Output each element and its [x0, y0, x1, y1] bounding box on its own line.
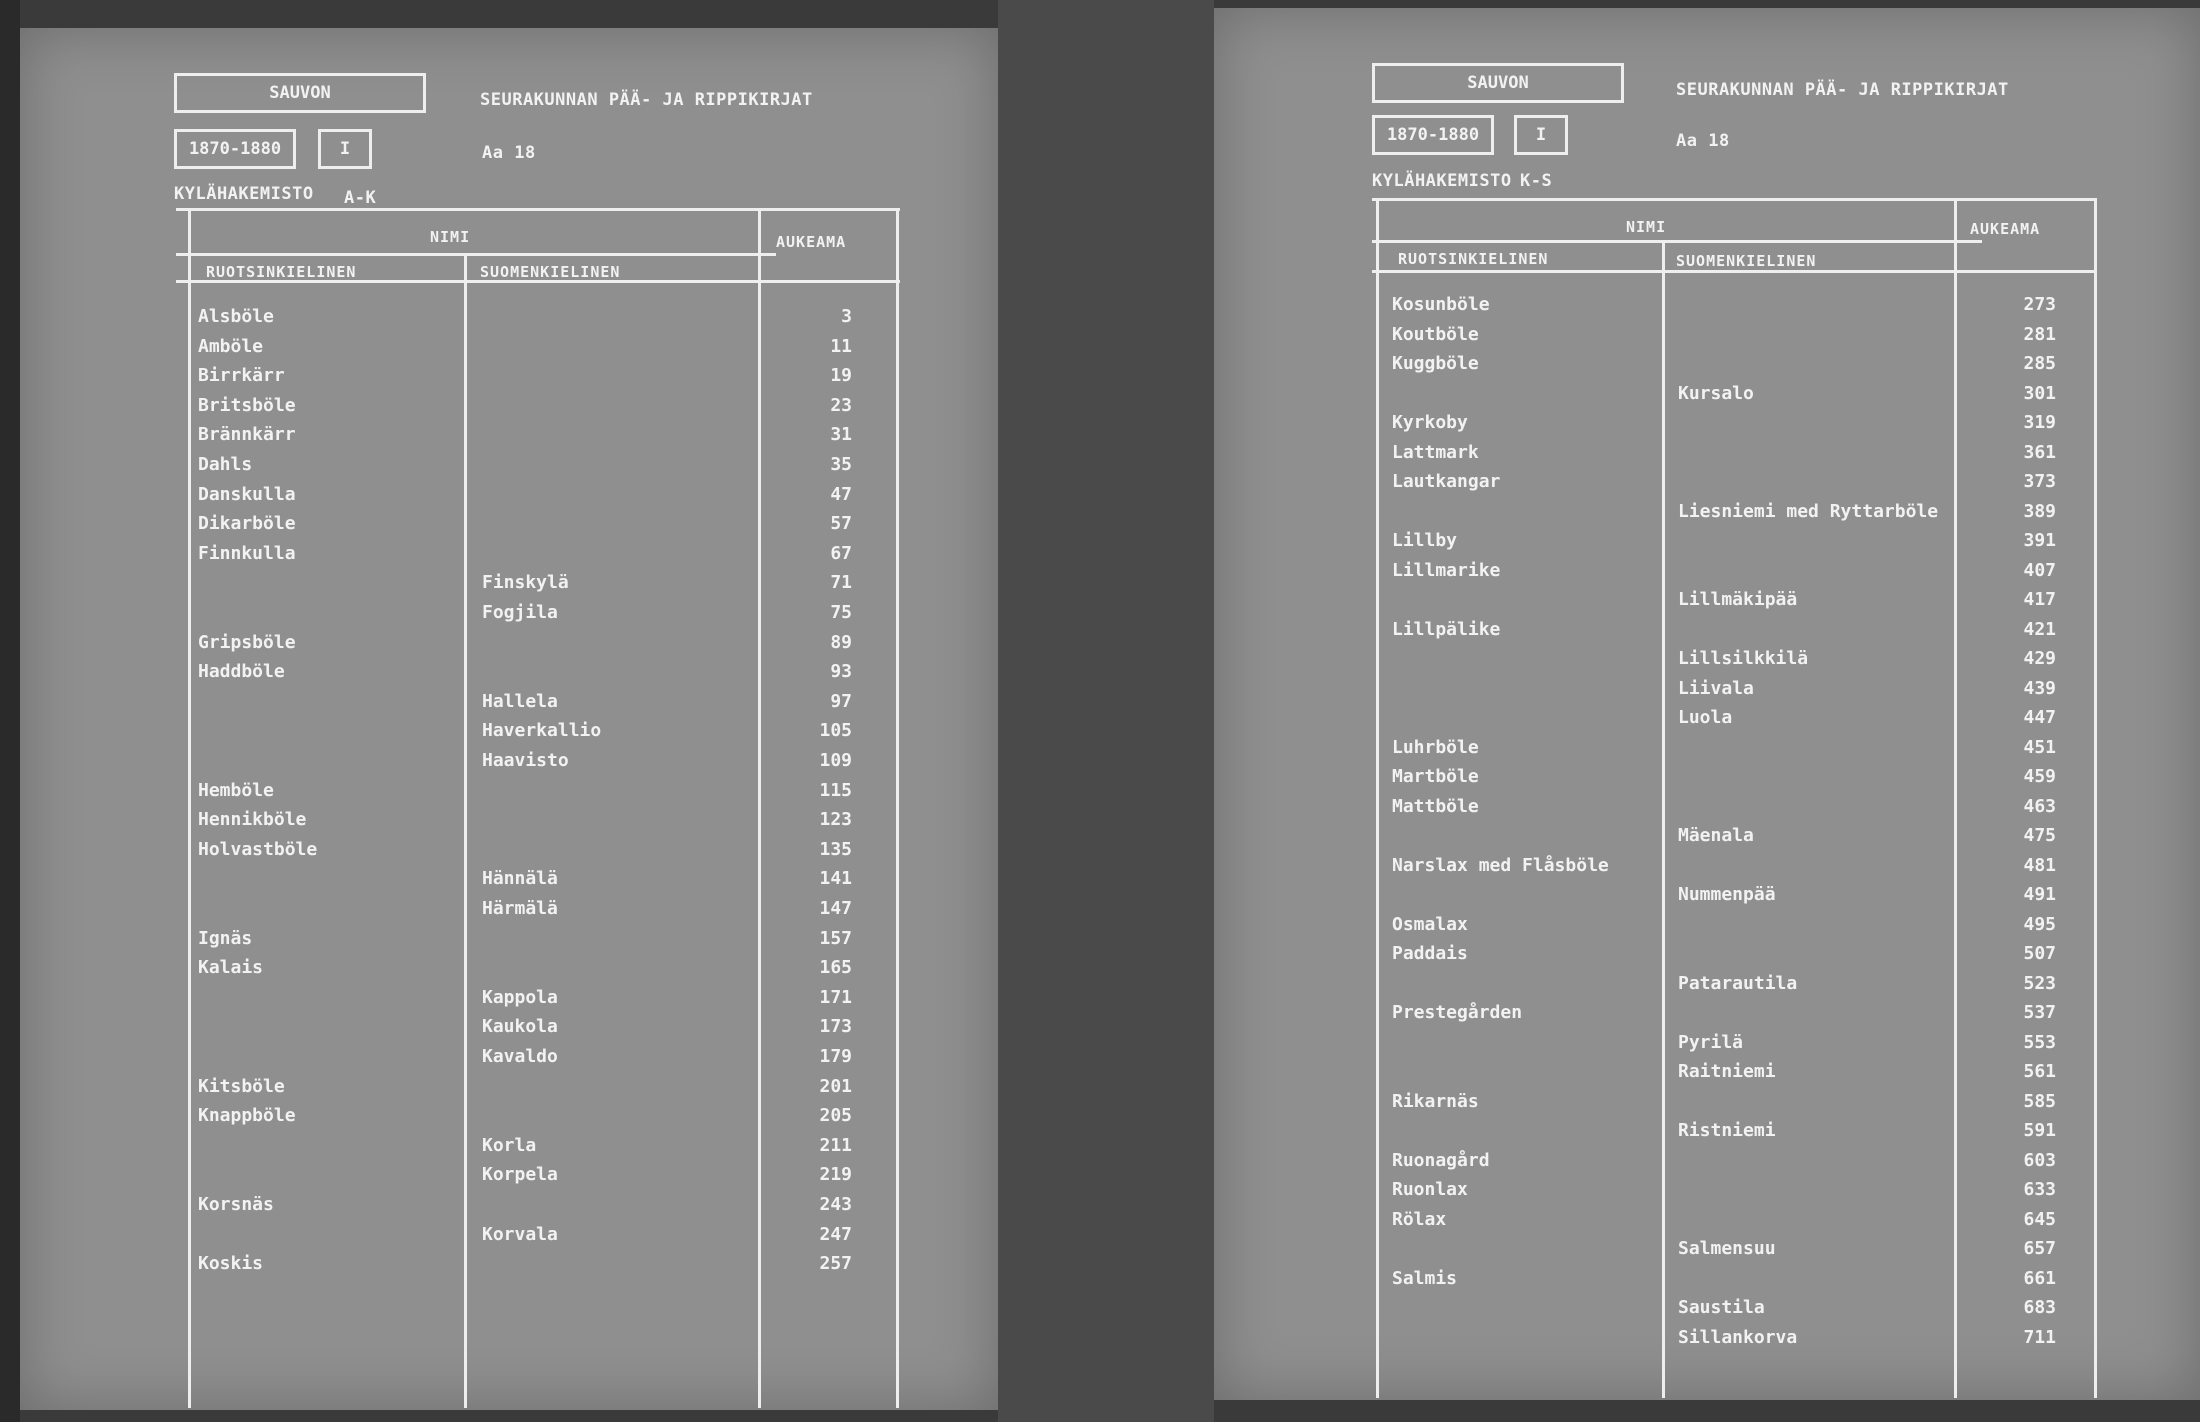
page-number: 373	[2023, 471, 2056, 492]
swedish-name: Hemböle	[198, 779, 274, 801]
page-number: 463	[2023, 795, 2056, 817]
page-number: 147	[819, 898, 852, 919]
table-row	[20, 691, 920, 715]
page-number: 561	[2023, 1061, 2056, 1082]
table-row	[1214, 1238, 2114, 1262]
table-row	[1214, 1091, 2114, 1115]
page-number: 31	[830, 424, 852, 446]
swedish-name: Kuggböle	[1392, 353, 1479, 374]
table-row	[1214, 324, 2114, 348]
page-number: 537	[2023, 1002, 2056, 1023]
table-row	[20, 1135, 920, 1159]
swedish-name: Kosunböle	[1392, 294, 1490, 315]
table-row	[20, 1253, 920, 1277]
page-number: 301	[2023, 382, 2056, 404]
years-box	[1372, 115, 1494, 155]
finnish-name: Ristniemi	[1678, 1120, 1776, 1141]
table-row	[1214, 1061, 2114, 1085]
finnish-name: Salmensuu	[1678, 1238, 1776, 1259]
table-row	[1214, 501, 2114, 525]
page-number: 23	[830, 394, 852, 416]
finnish-name: Raitniemi	[1678, 1061, 1776, 1082]
header-nimi: NIMI	[430, 228, 471, 246]
table-top-border	[1372, 198, 2096, 201]
swedish-name: Haddböle	[198, 661, 285, 683]
page-number: 75	[830, 602, 852, 623]
page-number: 495	[2023, 913, 2056, 935]
table-row	[20, 661, 920, 685]
page-number: 451	[2023, 736, 2056, 758]
page-number: 211	[819, 1134, 852, 1156]
table-row	[20, 543, 920, 567]
finnish-name: Haavisto	[482, 750, 569, 771]
swedish-name: Salmis	[1392, 1267, 1458, 1289]
page-number: 179	[819, 1046, 852, 1067]
swedish-name: Osmalax	[1392, 913, 1468, 935]
page-number: 243	[819, 1194, 852, 1215]
page-number: 507	[2023, 943, 2056, 964]
table-row	[20, 868, 920, 892]
swedish-name: Koskis	[198, 1253, 264, 1275]
page-number: 421	[2023, 618, 2056, 640]
finnish-name: Liesniemi med Ryttarböle	[1678, 500, 1939, 522]
swedish-name: Ignäs	[198, 927, 253, 949]
swedish-name: Mattböle	[1392, 795, 1479, 817]
table-row	[1214, 943, 2114, 967]
index-range: K-S	[1520, 171, 1553, 191]
table-row	[20, 306, 920, 330]
page-number: 711	[2023, 1326, 2056, 1348]
swedish-name: Brännkärr	[198, 424, 296, 446]
swedish-name: Prestegården	[1392, 1002, 1523, 1023]
page-number: 319	[2023, 412, 2056, 433]
table-row	[20, 336, 920, 360]
swedish-name: Kyrkoby	[1392, 412, 1468, 433]
table-row	[20, 513, 920, 537]
table-row	[20, 365, 920, 389]
table-row	[20, 928, 920, 952]
page-number: 105	[819, 720, 852, 742]
table-row	[20, 720, 920, 744]
header-finnish: SUOMENKIELINEN	[1676, 252, 1817, 270]
page-number: 219	[819, 1164, 852, 1186]
table-row	[1214, 1002, 2114, 1026]
page-number: 491	[2023, 884, 2056, 905]
swedish-name: Finnkulla	[198, 542, 296, 564]
table-row	[20, 1046, 920, 1070]
page-number: 11	[830, 335, 852, 357]
page-number: 67	[830, 542, 852, 564]
swedish-name: Luhrböle	[1392, 736, 1479, 758]
table-row	[20, 602, 920, 626]
index-label: KYLÄHAKEMISTO	[1372, 171, 1512, 191]
finnish-name: Hallela	[482, 690, 558, 712]
table-row	[1214, 412, 2114, 436]
table-row	[1214, 442, 2114, 466]
header-page: AUKEAMA	[1970, 220, 2041, 238]
table-row	[1214, 294, 2114, 318]
table-row	[1214, 796, 2114, 820]
header-swedish: RUOTSINKIELINEN	[206, 263, 357, 281]
page-number: 93	[830, 661, 852, 683]
page-number: 141	[819, 868, 852, 890]
table-row	[1214, 1179, 2114, 1203]
swedish-name: Lillmarike	[1392, 559, 1501, 581]
table-row	[20, 632, 920, 656]
table-row	[20, 1224, 920, 1248]
swedish-name: Lillpälike	[1392, 618, 1501, 640]
table-row	[1214, 530, 2114, 554]
finnish-name: Nummenpää	[1678, 884, 1776, 905]
swedish-name: Amböle	[198, 335, 264, 357]
page-number: 47	[830, 483, 852, 505]
table-row	[1214, 1150, 2114, 1174]
nimi-underline	[176, 253, 776, 256]
finnish-name: Patarautila	[1678, 972, 1798, 994]
page-number: 247	[819, 1223, 852, 1245]
finnish-name: Kappola	[482, 986, 558, 1008]
table-row	[20, 395, 920, 419]
page-number: 361	[2023, 441, 2056, 463]
table-row	[1214, 648, 2114, 672]
volume: I	[339, 139, 351, 159]
left-margin	[0, 0, 20, 1422]
table-row	[1214, 1120, 2114, 1144]
page-number: 553	[2023, 1031, 2056, 1053]
index-range: A-K	[344, 188, 377, 208]
table-row	[20, 1194, 920, 1218]
table-row	[1214, 884, 2114, 908]
page-number: 123	[819, 809, 852, 831]
finnish-name: Kursalo	[1678, 382, 1754, 404]
table-row	[1214, 619, 2114, 643]
header-page: AUKEAMA	[776, 233, 847, 251]
table-row	[1214, 1327, 2114, 1351]
table-row	[1214, 737, 2114, 761]
swedish-name: Dikarböle	[198, 513, 296, 535]
table-row	[1214, 1209, 2114, 1233]
signum: Aa 18	[1676, 131, 1730, 151]
page-number: 97	[830, 690, 852, 712]
table-row	[20, 957, 920, 981]
table-row	[1214, 825, 2114, 849]
finnish-name: Kavaldo	[482, 1046, 558, 1067]
page-number: 257	[819, 1253, 852, 1275]
swedish-name: Dahls	[198, 454, 253, 475]
swedish-name: Gripsböle	[198, 631, 296, 653]
left-sheet	[20, 28, 998, 1410]
swedish-name: Lattmark	[1392, 441, 1479, 463]
years: 1870-1880	[1386, 125, 1480, 145]
table-row	[1214, 914, 2114, 938]
page-number: 481	[2023, 854, 2056, 876]
page-number: 475	[2023, 825, 2056, 846]
right-sheet	[1214, 8, 2200, 1400]
page-number: 603	[2023, 1149, 2056, 1171]
page-number: 171	[819, 986, 852, 1008]
header-bottom-border	[1372, 270, 2096, 273]
page-number: 273	[2023, 294, 2056, 315]
page-number: 57	[830, 513, 852, 535]
table-row	[20, 424, 920, 448]
page-number: 585	[2023, 1090, 2056, 1112]
page-number: 591	[2023, 1120, 2056, 1141]
signum: Aa 18	[482, 143, 536, 163]
center-gutter	[998, 0, 1214, 1422]
table-row	[1214, 353, 2114, 377]
page-number: 285	[2023, 353, 2056, 374]
swedish-name: Koutböle	[1392, 323, 1479, 345]
page-number: 157	[819, 927, 852, 949]
finnish-name: Korvala	[482, 1223, 558, 1245]
parish-name: SAUVON	[269, 83, 331, 103]
page-number: 661	[2023, 1267, 2056, 1289]
page-number: 89	[830, 631, 852, 653]
swedish-name: Rikarnäs	[1392, 1090, 1479, 1112]
table-row	[20, 750, 920, 774]
table-row	[1214, 678, 2114, 702]
swedish-name: Rölax	[1392, 1208, 1447, 1230]
nimi-underline	[1372, 240, 1982, 243]
volume-box	[1514, 115, 1568, 155]
page-number: 391	[2023, 530, 2056, 551]
page-number: 115	[819, 779, 852, 801]
page-number: 19	[830, 365, 852, 387]
page-number: 523	[2023, 972, 2056, 994]
swedish-name: Alsböle	[198, 306, 274, 327]
swedish-name: Holvastböle	[198, 838, 318, 860]
table-row	[1214, 707, 2114, 731]
page-number: 201	[819, 1075, 852, 1097]
page-number: 135	[819, 838, 852, 860]
finnish-name: Finskylä	[482, 572, 569, 594]
table-row	[1214, 589, 2114, 613]
page-number: 173	[819, 1016, 852, 1038]
page-number: 683	[2023, 1297, 2056, 1318]
swedish-name: Korsnäs	[198, 1194, 274, 1215]
page-number: 109	[819, 750, 852, 771]
finnish-name: Härmälä	[482, 898, 558, 919]
finnish-name: Lillsilkkilä	[1678, 648, 1809, 669]
table-row	[1214, 973, 2114, 997]
page-number: 447	[2023, 707, 2056, 728]
years-box	[174, 129, 296, 169]
parish-name: SAUVON	[1467, 73, 1529, 93]
table-row	[20, 484, 920, 508]
swedish-name: Narslax med Flåsböle	[1392, 854, 1609, 876]
table-row	[20, 898, 920, 922]
page-number: 459	[2023, 766, 2056, 787]
table-row	[20, 809, 920, 833]
finnish-name: Fogjila	[482, 602, 558, 623]
finnish-name: Haverkallio	[482, 720, 602, 742]
swedish-name: Hennikböle	[198, 809, 307, 831]
table-row	[1214, 766, 2114, 790]
page-number: 3	[841, 306, 852, 327]
page-number: 407	[2023, 559, 2056, 581]
table-row	[20, 572, 920, 596]
table-row	[20, 839, 920, 863]
finnish-name: Luola	[1678, 707, 1733, 728]
swedish-name: Paddais	[1392, 943, 1468, 964]
table-row	[1214, 1268, 2114, 1292]
finnish-name: Kaukola	[482, 1016, 558, 1038]
swedish-name: Ruonlax	[1392, 1179, 1468, 1200]
table-row	[20, 1164, 920, 1188]
header-swedish: RUOTSINKIELINEN	[1398, 250, 1549, 268]
swedish-name: Ruonagård	[1392, 1149, 1490, 1171]
finnish-name: Korla	[482, 1134, 537, 1156]
swedish-name: Lillby	[1392, 530, 1458, 551]
page-number: 439	[2023, 677, 2056, 699]
page-number: 35	[830, 454, 852, 475]
volume: I	[1535, 125, 1547, 145]
page-number: 165	[819, 957, 852, 979]
swedish-name: Lautkangar	[1392, 471, 1501, 492]
page-number: 389	[2023, 500, 2056, 522]
finnish-name: Lillmäkipää	[1678, 589, 1798, 610]
table-row	[20, 454, 920, 478]
page-number: 205	[819, 1105, 852, 1127]
table-row	[20, 987, 920, 1011]
table-row	[1214, 1297, 2114, 1321]
page-number: 645	[2023, 1208, 2056, 1230]
table-row	[20, 1076, 920, 1100]
page-number: 429	[2023, 648, 2056, 669]
parish-box	[174, 73, 426, 113]
table-row	[20, 780, 920, 804]
finnish-name: Mäenala	[1678, 825, 1754, 846]
table-row	[20, 1016, 920, 1040]
table-row	[1214, 855, 2114, 879]
finnish-name: Liivala	[1678, 677, 1754, 699]
finnish-name: Sillankorva	[1678, 1326, 1798, 1348]
table-row	[1214, 560, 2114, 584]
book-title: SEURAKUNNAN PÄÄ- JA RIPPIKIRJAT	[1676, 80, 2009, 100]
volume-box	[318, 129, 372, 169]
swedish-name: Britsböle	[198, 394, 296, 416]
header-nimi: NIMI	[1626, 218, 1667, 236]
swedish-name: Kitsböle	[198, 1075, 285, 1097]
finnish-name: Pyrilä	[1678, 1031, 1744, 1053]
page-number: 633	[2023, 1179, 2056, 1200]
years: 1870-1880	[188, 139, 282, 159]
table-row	[1214, 383, 2114, 407]
page-number: 657	[2023, 1238, 2056, 1259]
page-number: 71	[830, 572, 852, 594]
finnish-name: Hännälä	[482, 868, 558, 890]
book-title: SEURAKUNNAN PÄÄ- JA RIPPIKIRJAT	[480, 90, 813, 110]
finnish-name: Saustila	[1678, 1297, 1765, 1318]
swedish-name: Danskulla	[198, 483, 296, 505]
table-top-border	[176, 208, 900, 211]
finnish-name: Korpela	[482, 1164, 558, 1186]
swedish-name: Birrkärr	[198, 365, 285, 387]
header-finnish: SUOMENKIELINEN	[480, 263, 621, 281]
parish-box	[1372, 63, 1624, 103]
table-row	[1214, 471, 2114, 495]
swedish-name: Martböle	[1392, 766, 1479, 787]
page-number: 281	[2023, 323, 2056, 345]
swedish-name: Kalais	[198, 957, 264, 979]
swedish-name: Knappböle	[198, 1105, 296, 1127]
index-label: KYLÄHAKEMISTO	[174, 184, 314, 204]
table-row	[1214, 1032, 2114, 1056]
table-row	[20, 1105, 920, 1129]
page-number: 417	[2023, 589, 2056, 610]
